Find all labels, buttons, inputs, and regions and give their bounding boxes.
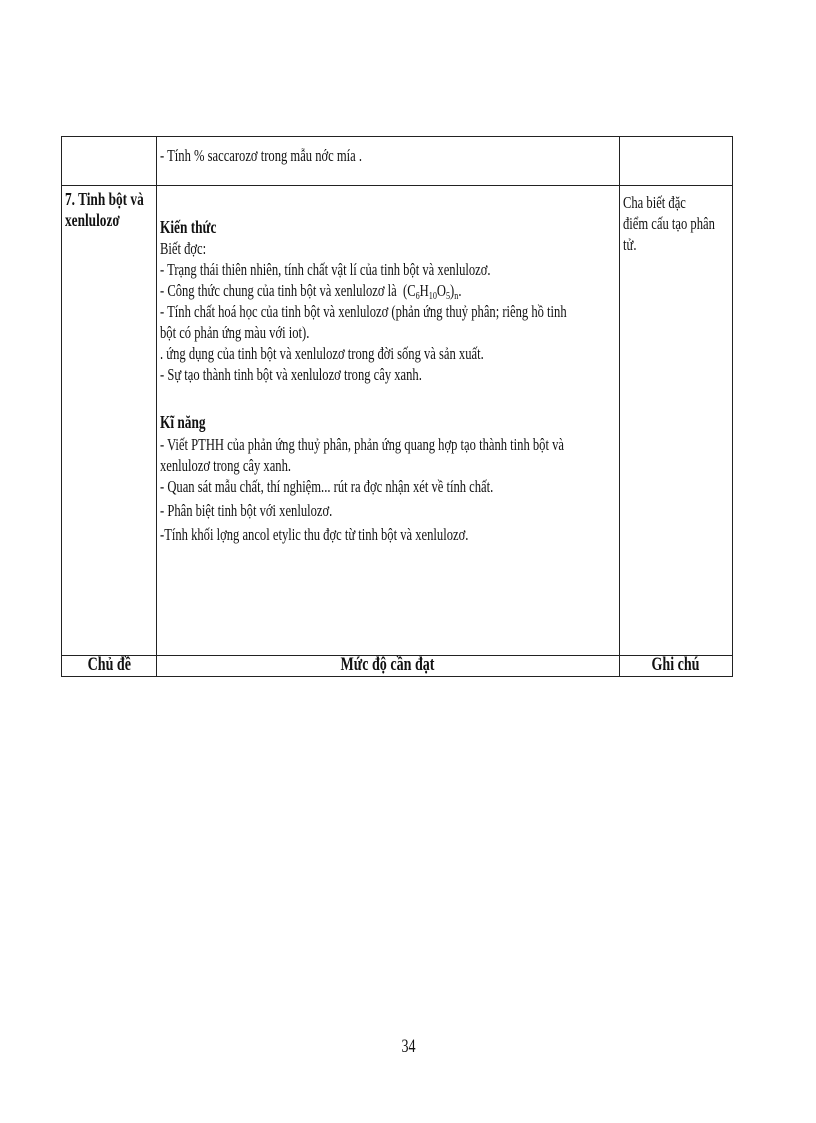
topic-title: 7. Tinh bột và <box>65 189 144 209</box>
skills-item: - Quan sát mẫu chất, thí nghiệm... rút ra đợc nhận xét về tính chất. <box>160 477 494 496</box>
content-cell <box>157 186 620 656</box>
header-cell <box>62 656 157 677</box>
topic-cell <box>62 137 157 186</box>
table-row <box>62 137 733 186</box>
skills-heading: Kĩ năng <box>160 412 206 432</box>
note-line: Cha biết đặc <box>622 193 686 212</box>
knowledge-heading: Kiến thức <box>160 217 217 237</box>
skills-item: -Tính khối lợng ancol etylic thu đợc từ tinh bột và xenlulozơ. <box>160 525 469 544</box>
knowledge-item: bột có phản ứng màu với iot). <box>160 323 310 342</box>
skills-item: xenlulozơ trong cây xanh. <box>160 456 292 475</box>
knowledge-item: - Trạng thái thiên nhiên, tính chất vật lí của tinh bột và xenlulozơ. <box>160 260 491 279</box>
topic-cell <box>62 186 157 656</box>
content-cell <box>157 137 620 186</box>
page-number: 34 <box>400 1036 416 1057</box>
table-row <box>62 186 733 656</box>
skills-item: - Viết PTHH của phản ứng thuỷ phân, phản ứng quang hợp tạo thành tinh bột và <box>160 435 565 454</box>
knowledge-item: - Sự tạo thành tinh bột và xenlulozơ trong cây xanh. <box>160 365 423 384</box>
header-cell <box>619 656 732 677</box>
knowledge-item: - Tính chất hoá học của tinh bột và xenlulozơ (phản ứng thuỷ phân; riêng hồ tinh <box>160 302 567 321</box>
knowledge-intro: Biết đợc: <box>160 239 207 258</box>
header-topic: Chủ đề <box>87 656 131 675</box>
table-header-row <box>62 656 733 677</box>
note-cell <box>619 137 732 186</box>
header-note: Ghi chú <box>651 656 700 675</box>
knowledge-item: - Công thức chung của tinh bột và xenlulozơ là $(C_6H_{10}O_5)_n$. <box>160 281 462 302</box>
knowledge-item: . ứng dụng của tinh bột và xenlulozơ trong đời sống và sản xuất. <box>160 344 484 363</box>
content-table <box>61 136 733 677</box>
formula: $(C_6H_{10}O_5)_n$. <box>403 281 462 302</box>
header-cell <box>157 656 620 677</box>
note-line: điểm cấu tạo phân <box>622 214 715 233</box>
header-level: Mức độ cần đạt <box>340 656 435 675</box>
note-cell <box>619 186 732 656</box>
note-line: tử. <box>622 235 637 254</box>
topic-title: xenlulozơ <box>65 210 120 230</box>
skills-item: - Phân biệt tinh bột với xenlulozơ. <box>160 501 333 520</box>
content-line: - Tính % saccarozơ trong mẫu nớc mía . <box>160 146 363 165</box>
